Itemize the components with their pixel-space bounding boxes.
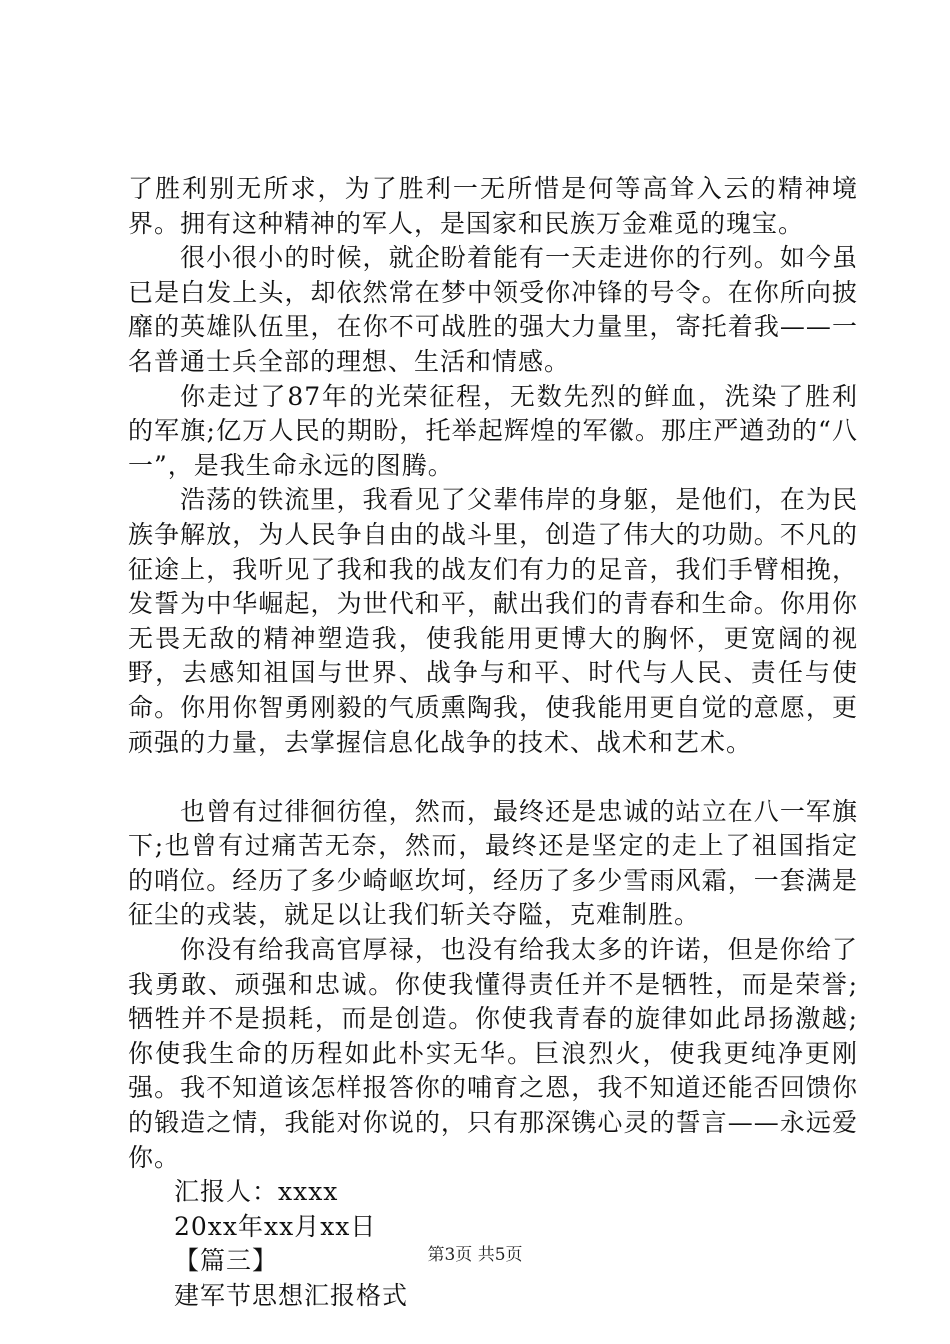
paragraph-87-years: 你走过了87年的光荣征程，无数先烈的鲜血，洗染了胜利的军旗;亿万人民的期盼，托举起辉煌的军徽。那庄严遒劲的“八一”，是我生命永远的图腾。 — [128, 381, 858, 480]
paragraph-continued: 了胜利别无所求，为了胜利一无所惜是何等高耸入云的精神境界。拥有这种精神的军人，是国家和民族万金难觅的瑰宝。 — [128, 174, 858, 238]
date-line: 20xx年xx月xx日 — [174, 1211, 377, 1241]
page-footer: 第3页 共5页 — [427, 1245, 523, 1265]
paragraph-gratitude: 你没有给我高官厚禄，也没有给我太多的许诺，但是你给了我勇敢、顽强和忠诚。你使我懂得责任并不是牺牲，而是荣誉;牺牲并不是损耗，而是创造。你使我青春的旋律如此昂扬激越;你使我生命的历程如此朴实无华。巨浪烈火，使我更纯净更刚强。我不知道该怎样报答你的哺育之恩，我不知道还能否回馈你的锻造之情，我能对你说的，只有那深镌心灵的誓言——永远爱你。 — [128, 935, 858, 1172]
section-marker: 【篇三】 — [174, 1246, 279, 1276]
paragraph-hesitation: 也曾有过徘徊彷徨，然而，最终还是忠诚的站立在八一军旗下;也曾有过痛苦无奈，然而，最终还是坚定的走上了祖国指定的哨位。经历了多少崎岖坎坷，经历了多少雪雨风霜，一套满是征尘的戎装，就足以让我们斩关夺隘，克难制胜。 — [128, 796, 858, 930]
paragraph-gap — [128, 760, 858, 795]
paragraph-steel-torrent: 浩荡的铁流里，我看见了父辈伟岸的身躯，是他们，在为民族争解放，为人民争自由的战斗里，创造了伟大的功勋。不凡的征途上，我听见了我和我的战友们有力的足音，我们手臂相挽，发誓为中华崛起，为世代和平，献出我们的青春和生命。你用你无畏无敌的精神塑造我，使我能用更博大的胸怀，更宽阔的视野，去感知祖国与世界、战争与和平、时代与人民、责任与使命。你用你智勇刚毅的气质熏陶我，使我能用更自觉的意愿，更顽强的力量，去掌握信息化战争的技术、战术和艺术。 — [128, 485, 858, 757]
document-body — [128, 172, 858, 1314]
paragraph-childhood: 很小很小的时候，就企盼着能有一天走进你的行列。如今虽已是白发上头，却依然常在梦中领受你冲锋的号令。在你所向披靡的英雄队伍里，在你不可战胜的强大力量里，寄托着我——一名普通士兵全部的理想、生活和情感。 — [128, 243, 858, 376]
reporter-line: 汇报人：xxxx — [174, 1177, 339, 1207]
section-title: 建军节思想汇报格式 — [174, 1281, 409, 1310]
